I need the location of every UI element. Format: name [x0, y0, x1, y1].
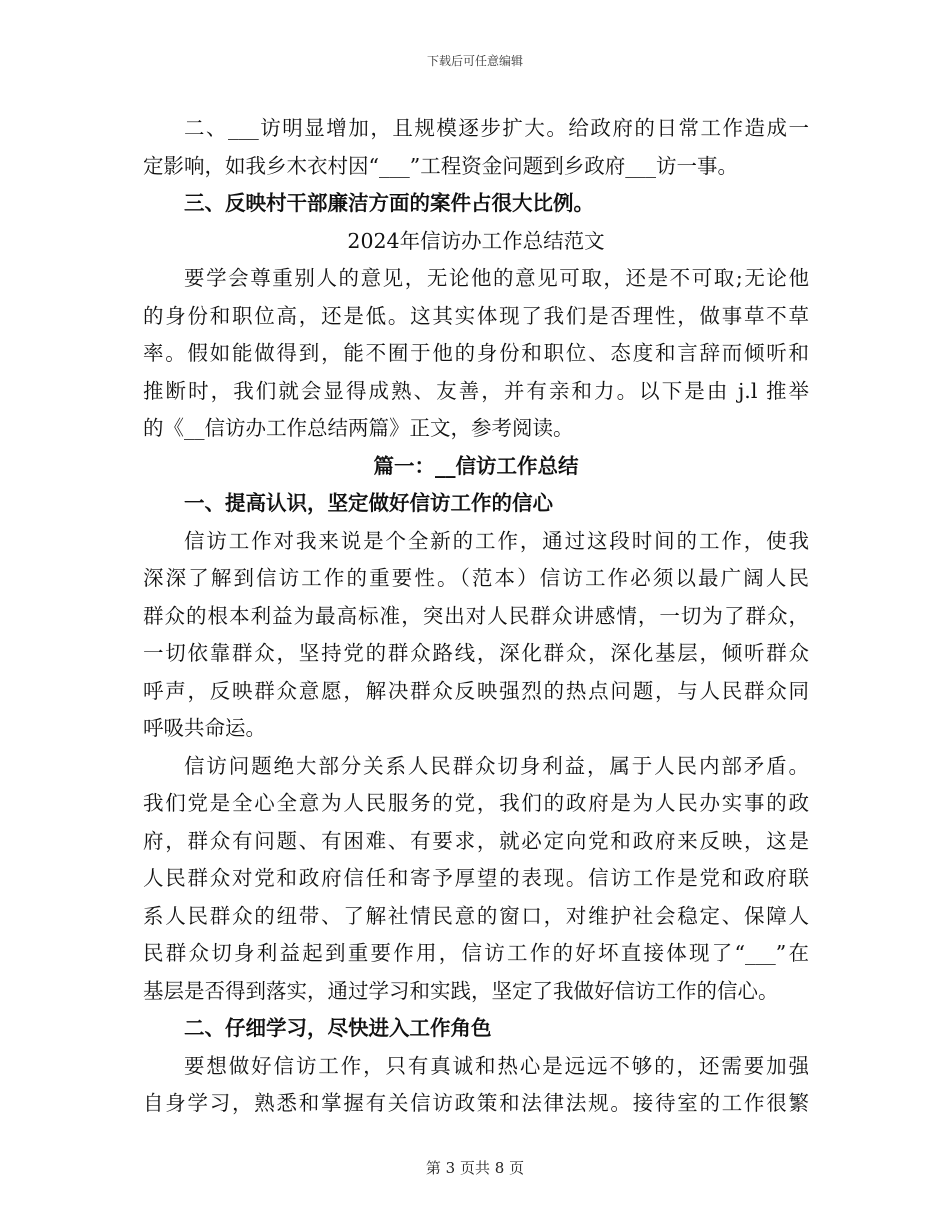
paragraph-line: 基层是否得到落实，通过学习和实践，坚定了我做好信访工作的信心。	[143, 978, 779, 1003]
bold-heading: 三、反映村干部廉洁方面的案件占很大比例。	[184, 191, 594, 215]
paragraph-line: 群众的根本利益为最高标准，突出对人民群众讲感情，一切为了群众，	[143, 603, 809, 628]
page-number: 第 3 页共 8 页	[425, 1159, 525, 1177]
subheading: 二、仔细学习，尽快进入工作角色	[184, 1016, 492, 1040]
paragraph-line: 我们党是全心全意为人民服务的党，我们的政府是为人民办实事的政	[143, 791, 809, 815]
paragraph-line: 率。假如能做得到，能不囿于他的身份和职位、态度和言辞而倾听和	[143, 341, 809, 365]
article-title: 2024年信访办工作总结范文	[347, 228, 605, 253]
paragraph-line: 府，群众有问题、有困难、有要求，就必定向党和政府来反映，这是	[143, 828, 809, 853]
paragraph-line: 信访工作对我来说是个全新的工作，通过这段时间的工作，使我	[184, 528, 809, 553]
paragraph-line: 自身学习，熟悉和掌握有关信访政策和法律法规。接待室的工作很繁	[143, 1091, 809, 1115]
paragraph-line: 推断时，我们就会显得成熟、友善，并有亲和力。以下是由 j.l 推举	[143, 378, 809, 403]
paragraph-line: 民群众切身利益起到重要作用，信访工作的好坏直接体现了“___”在	[143, 941, 809, 965]
paragraph-line: 定影响，如我乡木衣村因“___”工程资金问题到乡政府___访一事。	[143, 153, 738, 178]
paragraph-line: 呼吸共命运。	[143, 716, 266, 740]
document-body	[143, 110, 809, 1123]
paragraph-line: 二、___访明显增加，且规模逐步扩大。给政府的日常工作造成一	[184, 116, 809, 140]
section-title: 篇一：__信访工作总结	[373, 453, 579, 478]
subheading: 一、提高认识，坚定做好信访工作的信心	[184, 491, 553, 515]
paragraph-line: 一切依靠群众，坚持党的群众路线，深化群众，深化基层，倾听群众	[143, 641, 809, 665]
paragraph-line: 信访问题绝大部分关系人民群众切身利益，属于人民内部矛盾。	[184, 753, 809, 778]
paragraph-line: 系人民群众的纽带、了解社情民意的窗口，对维护社会稳定、保障人	[143, 903, 809, 928]
paragraph-line: 人民群众对党和政府信任和寄予厚望的表现。信访工作是党和政府联	[143, 866, 809, 890]
paragraph-line: 要想做好信访工作，只有真诚和热心是远远不够的，还需要加强	[184, 1053, 809, 1078]
paragraph-line: 要学会尊重别人的意见，无论他的意见可取，还是不可取;无论他	[184, 266, 809, 290]
paragraph-line: 呼声，反映群众意愿，解决群众反映强烈的热点问题，与人民群众同	[143, 678, 809, 703]
paragraph-line: 深深了解到信访工作的重要性。（范本）信访工作必须以最广阔人民	[143, 566, 809, 590]
paragraph-line: 的身份和职位高，还是低。这其实体现了我们是否理性，做事草不草	[143, 303, 809, 328]
page-header: 下载后可任意编辑	[426, 54, 523, 68]
paragraph-line: 的《__信访办工作总结两篇》正文，参考阅读。	[143, 416, 574, 440]
